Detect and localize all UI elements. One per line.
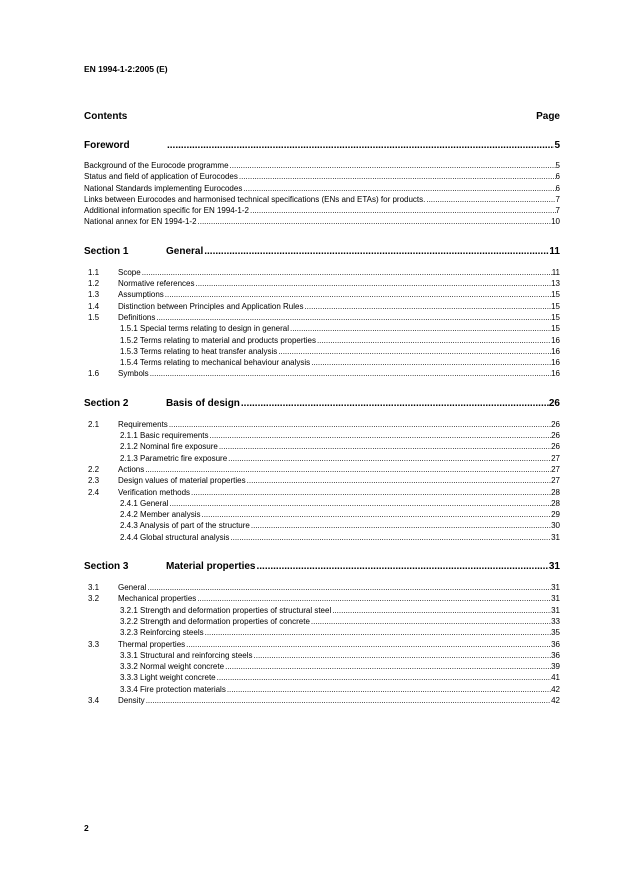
toc-entry[interactable] (84, 650, 560, 661)
entry-number: 2.4 (88, 487, 100, 497)
entry-number: 3.4 (88, 695, 100, 705)
entry-title: Background of the Eurocode programme ..... (84, 160, 556, 171)
toc-section-heading[interactable] (84, 245, 560, 258)
entry-page: 30 (551, 521, 560, 531)
section-page: 11 (549, 245, 560, 257)
toc-entry[interactable] (84, 475, 560, 486)
toc-entry[interactable] (84, 205, 560, 216)
entry-page: 15 (551, 301, 560, 311)
section-page: 5 (554, 140, 560, 151)
toc-entry[interactable] (84, 323, 560, 334)
entry-page: 36 (551, 650, 560, 660)
toc-entry[interactable] (84, 453, 560, 464)
entry-page: 15 (551, 312, 560, 322)
entry-page: 42 (551, 695, 560, 705)
entry-number: 1.6 (88, 369, 100, 379)
contents-label: Contents (84, 111, 128, 122)
page-column-label: Page (536, 111, 560, 122)
toc-entry[interactable] (84, 368, 560, 379)
entry-title: 1.5.4 Terms relating to mechanical behaviour analysis ..... (84, 357, 551, 368)
entry-title: 1.5.2 Terms relating to material and products properties ..... (84, 335, 551, 346)
entry-page: 6 (555, 183, 560, 193)
entry-page: 5 (555, 161, 560, 170)
entry-page: 7 (555, 194, 560, 204)
entry-title: 2.1.2 Nominal fire exposure ..... (84, 441, 551, 452)
toc-entry[interactable] (84, 183, 560, 194)
entry-title: Status and field of application of Eurocodes ..... (84, 171, 556, 182)
entry-title: Requirements ..... (118, 419, 551, 430)
entry-page: 42 (551, 684, 560, 694)
entry-page: 16 (551, 346, 560, 356)
entry-title: 3.3.3 Light weight concrete ..... (84, 672, 551, 683)
section-page: 31 (548, 561, 560, 573)
entry-page: 27 (551, 464, 560, 474)
toc-entry[interactable] (84, 430, 560, 441)
entry-page: 35 (551, 628, 560, 638)
toc-entry[interactable] (84, 627, 560, 638)
entry-page: 31 (551, 605, 560, 615)
toc-entry[interactable] (84, 684, 560, 695)
entry-title: 2.1.3 Parametric fire exposure ..... (84, 453, 551, 464)
toc-entry[interactable] (84, 267, 560, 278)
entry-number: 3.1 (88, 583, 100, 593)
toc-entry[interactable] (84, 357, 560, 368)
toc-entry[interactable] (84, 301, 560, 312)
entry-title: 2.4.4 Global structural analysis ..... (84, 532, 551, 543)
entry-title: Scope ..... (118, 267, 552, 278)
entry-page: 27 (551, 476, 560, 486)
toc-entry[interactable] (84, 464, 560, 475)
entry-title: Density ..... (118, 695, 551, 706)
entry-page: 16 (551, 335, 560, 345)
entry-title: 3.2.2 Strength and deformation properties of concrete ..... (84, 616, 551, 627)
entry-page: 36 (551, 639, 560, 649)
toc-entry[interactable] (84, 498, 560, 509)
entry-title: 2.4.3 Analysis of part of the structure ..... (84, 520, 551, 531)
toc-entry[interactable] (84, 695, 560, 706)
toc-entry[interactable] (84, 312, 560, 323)
entry-page: 33 (551, 616, 560, 626)
entry-title: 3.3.1 Structural and reinforcing steels ..... (84, 650, 551, 661)
entry-number: 1.3 (88, 290, 100, 300)
toc-entry[interactable] (84, 616, 560, 627)
toc-entry[interactable] (84, 487, 560, 498)
toc-entry[interactable] (84, 335, 560, 346)
entry-page: 31 (551, 583, 560, 593)
entry-page: 28 (551, 487, 560, 497)
entry-title: Verification methods ..... (118, 487, 551, 498)
entry-page: 13 (551, 279, 560, 289)
entry-page: 6 (555, 172, 560, 182)
toc-section-heading[interactable] (84, 397, 560, 410)
toc-entry[interactable] (84, 441, 560, 452)
section-page: 26 (548, 397, 560, 409)
toc-entry[interactable] (84, 346, 560, 357)
entry-page: 29 (551, 510, 560, 520)
section-title: General ..... (166, 245, 549, 258)
entry-title: General ..... (118, 582, 551, 593)
entry-page: 26 (551, 431, 560, 441)
toc-entry[interactable] (84, 520, 560, 531)
entry-title: Additional information specific for EN 1994-1-2 ..... (84, 205, 556, 216)
toc-section-heading[interactable] (84, 139, 560, 152)
toc-entry[interactable] (84, 593, 560, 604)
toc-entry[interactable] (84, 419, 560, 430)
entry-number: 3.2 (88, 594, 100, 604)
toc-entry[interactable] (84, 289, 560, 300)
entry-title: Definitions ..... (118, 312, 551, 323)
section-label: Section 1 (84, 245, 129, 257)
entry-number: 1.5 (88, 312, 100, 322)
entry-title: 3.3.2 Normal weight concrete ..... (84, 661, 551, 672)
section-label: Section 3 (84, 561, 129, 573)
table-of-contents (84, 139, 560, 706)
entry-page: 7 (555, 206, 560, 216)
entry-title: National Standards implementing Eurocodes ..... (84, 183, 556, 194)
entry-title: 2.1.1 Basic requirements ..... (84, 430, 551, 441)
entry-title: Assumptions ..... (118, 289, 551, 300)
entry-title: 3.3.4 Fire protection materials ..... (84, 684, 551, 695)
toc-entry[interactable] (84, 194, 560, 205)
entry-page: 26 (551, 442, 560, 452)
toc-entry[interactable] (84, 532, 560, 543)
entry-number: 1.1 (88, 267, 100, 277)
entry-title: 2.4.2 Member analysis ..... (84, 509, 551, 520)
toc-entry[interactable] (84, 605, 560, 616)
entry-page: 15 (551, 324, 560, 334)
entry-page: 41 (551, 673, 560, 683)
toc-entry[interactable] (84, 160, 560, 171)
entry-title: Normative references ..... (118, 278, 551, 289)
toc-entry[interactable] (84, 672, 560, 683)
contents-heading-row (84, 111, 560, 122)
entry-page: 27 (551, 453, 560, 463)
section-title: Material properties ..... (166, 560, 549, 573)
section-title (166, 139, 554, 152)
entry-page: 16 (551, 369, 560, 379)
entry-title: Symbols ..... (118, 368, 551, 379)
entry-page: 31 (551, 532, 560, 542)
entry-number: 2.3 (88, 476, 100, 486)
toc-entry[interactable] (84, 216, 560, 227)
entry-title: 2.4.1 General ..... (84, 498, 551, 509)
entry-number: 1.4 (88, 301, 100, 311)
entry-page: 31 (551, 594, 560, 604)
toc-entry[interactable] (84, 509, 560, 520)
entry-title: 1.5.3 Terms relating to heat transfer analysis ..... (84, 346, 551, 357)
entry-title: National annex for EN 1994-1-2 ..... (84, 216, 551, 227)
toc-entry[interactable] (84, 171, 560, 182)
entry-number: 2.2 (88, 464, 100, 474)
entry-title: Actions ..... (118, 464, 551, 475)
entry-page: 11 (551, 267, 560, 277)
toc-entry[interactable] (84, 278, 560, 289)
toc-entry[interactable] (84, 582, 560, 593)
entry-page: 28 (551, 498, 560, 508)
entry-title: Design values of material properties ..... (118, 475, 551, 486)
entry-page: 26 (551, 419, 560, 429)
section-label: Foreword (84, 140, 130, 151)
entry-title: 1.5.1 Special terms relating to design in general ..... (84, 323, 551, 334)
section-label: Section 2 (84, 397, 129, 409)
entry-title: Mechanical properties ..... (118, 593, 551, 604)
entry-title: 3.2.1 Strength and deformation properties of structural steel ..... (84, 605, 551, 616)
entry-page: 39 (551, 662, 560, 672)
entry-title: Distinction between Principles and Application Rules ..... (118, 301, 551, 312)
toc-entry[interactable] (84, 639, 560, 650)
entry-title: Links between Eurocodes and harmonised technical specifications (ENs and ETAs) for products. ..... (84, 194, 556, 205)
page-number: 2 (84, 823, 89, 833)
document-header: EN 1994-1-2:2005 (E) (84, 64, 168, 74)
toc-entry[interactable] (84, 661, 560, 672)
section-title: Basis of design ..... (166, 397, 549, 410)
entry-number: 3.3 (88, 639, 100, 649)
entry-page: 16 (551, 358, 560, 368)
entry-title: 3.2.3 Reinforcing steels ..... (84, 627, 551, 638)
entry-title: Thermal properties ..... (118, 639, 551, 650)
entry-page: 10 (551, 217, 560, 227)
entry-page: 15 (551, 290, 560, 300)
toc-section-heading[interactable] (84, 560, 560, 573)
entry-number: 1.2 (88, 279, 100, 289)
entry-number: 2.1 (88, 419, 100, 429)
